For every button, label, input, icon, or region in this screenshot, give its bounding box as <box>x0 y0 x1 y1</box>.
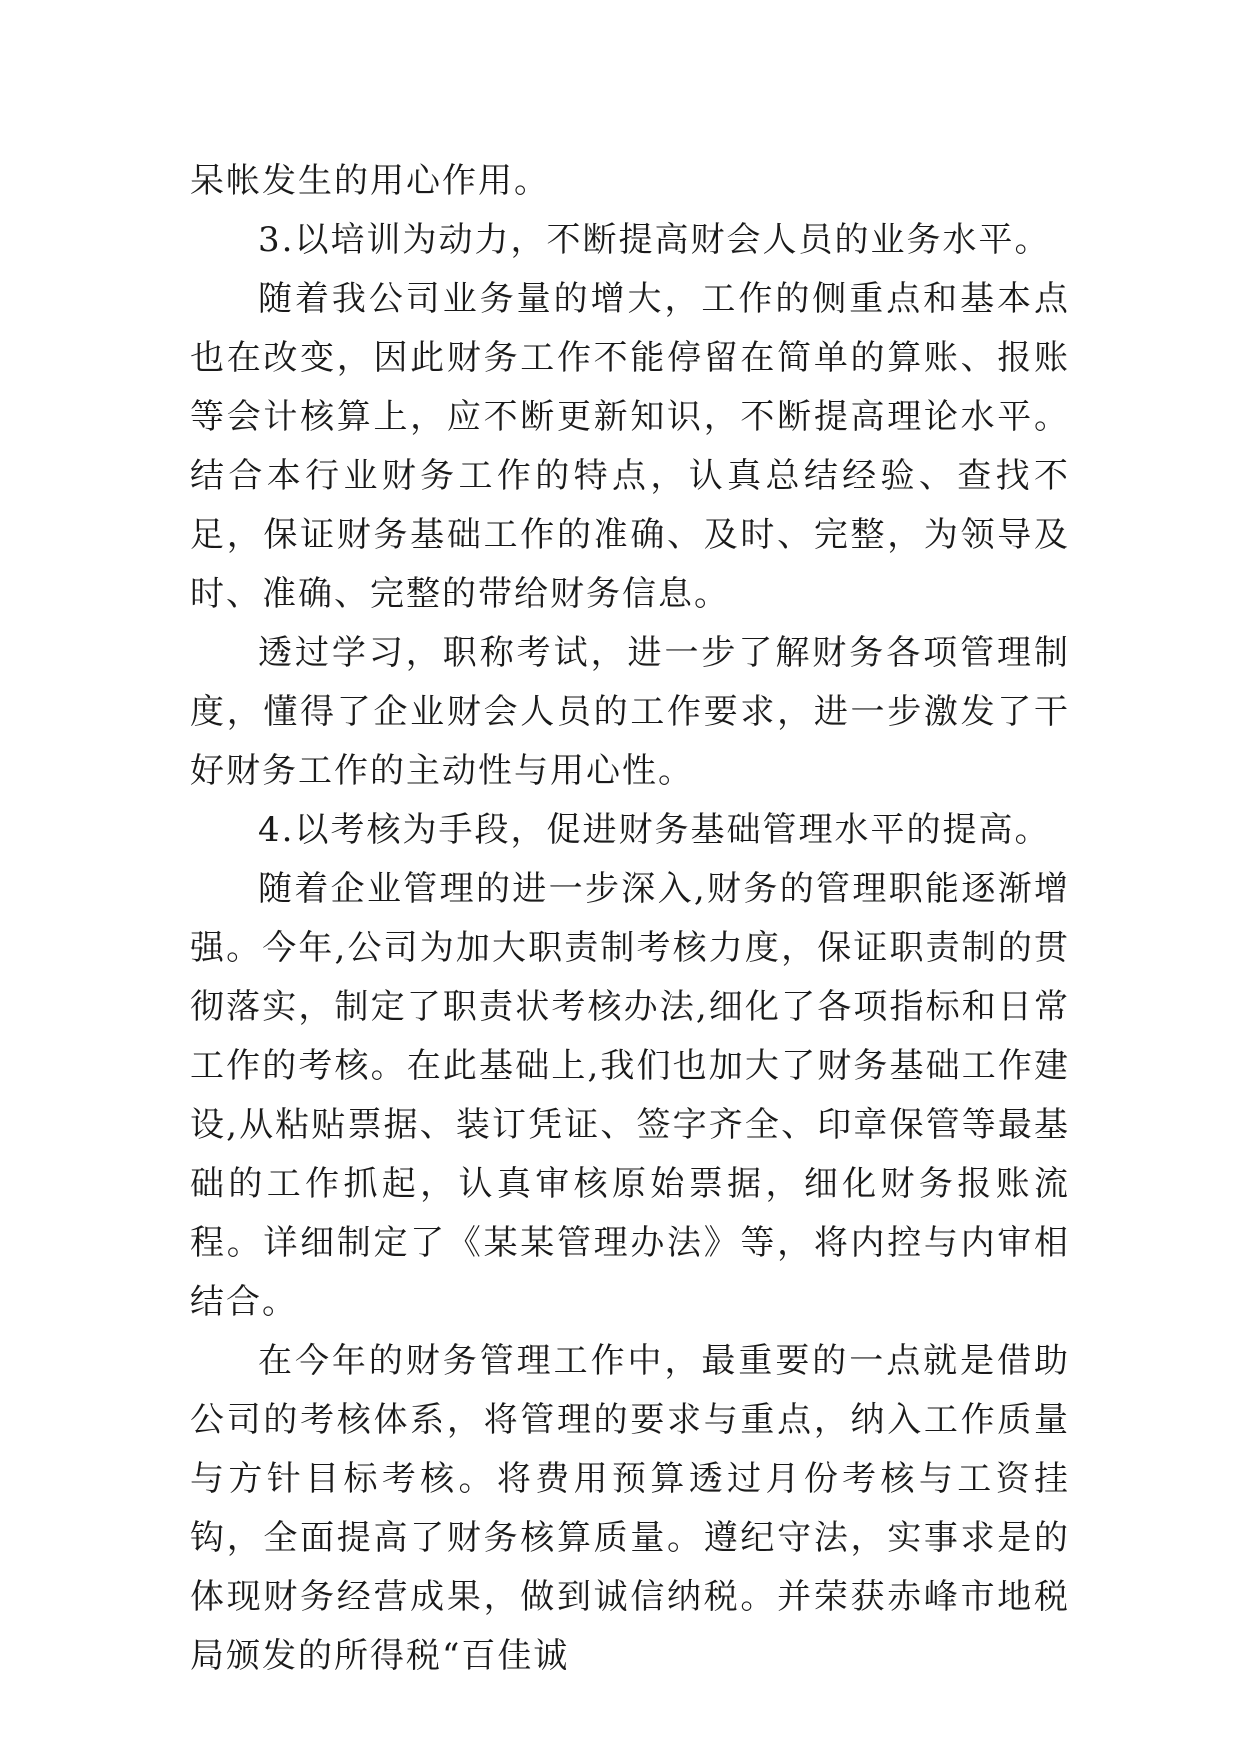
section-heading-4: 4.以考核为手段，促进财务基础管理水平的提高。 <box>258 810 1051 850</box>
paragraph-continuation: 呆帐发生的用心作用。 <box>190 161 550 201</box>
paragraph: 透过学习，职称考试，进一步了解财务各项管理制度，懂得了企业财会人员的工作要求，进一步激发了干好财务工作的主动性与用心性。 <box>190 633 1070 791</box>
paragraph: 随着企业管理的进一步深入,财务的管理职能逐渐增强。今年,公司为加大职责制考核力度，保证职责制的贯彻落实，制定了职责状考核办法,细化了各项指标和日常工作的考核。在此基础上,我们也加大了财务基础工作建设,从粘贴票据、装订凭证、签字齐全、印章保管等最基础的工作抓起，认真审核原始票据，细化财务报账流程。详细制定了《某某管理办法》等，将内控与内审相结合。 <box>190 869 1070 1322</box>
section-heading-3: 3.以培训为动力，不断提高财会人员的业务水平。 <box>258 220 1051 260</box>
paragraph: 在今年的财务管理工作中，最重要的一点就是借助公司的考核体系，将管理的要求与重点，纳入工作质量与方针目标考核。将费用预算透过月份考核与工资挂钩，全面提高了财务核算质量。遵纪守法，实事求是的体现财务经营成果，做到诚信纳税。并荣获赤峰市地税局颁发的所得税“百佳诚 <box>190 1341 1070 1676</box>
paragraph: 随着我公司业务量的增大，工作的侧重点和基本点也在改变，因此财务工作不能停留在简单的算账、报账等会计核算上，应不断更新知识，不断提高理论水平。结合本行业财务工作的特点，认真总结经验、查找不足，保证财务基础工作的准确、及时、完整，为领导及时、准确、完整的带给财务信息。 <box>190 279 1070 614</box>
document-body <box>190 152 1070 1686</box>
